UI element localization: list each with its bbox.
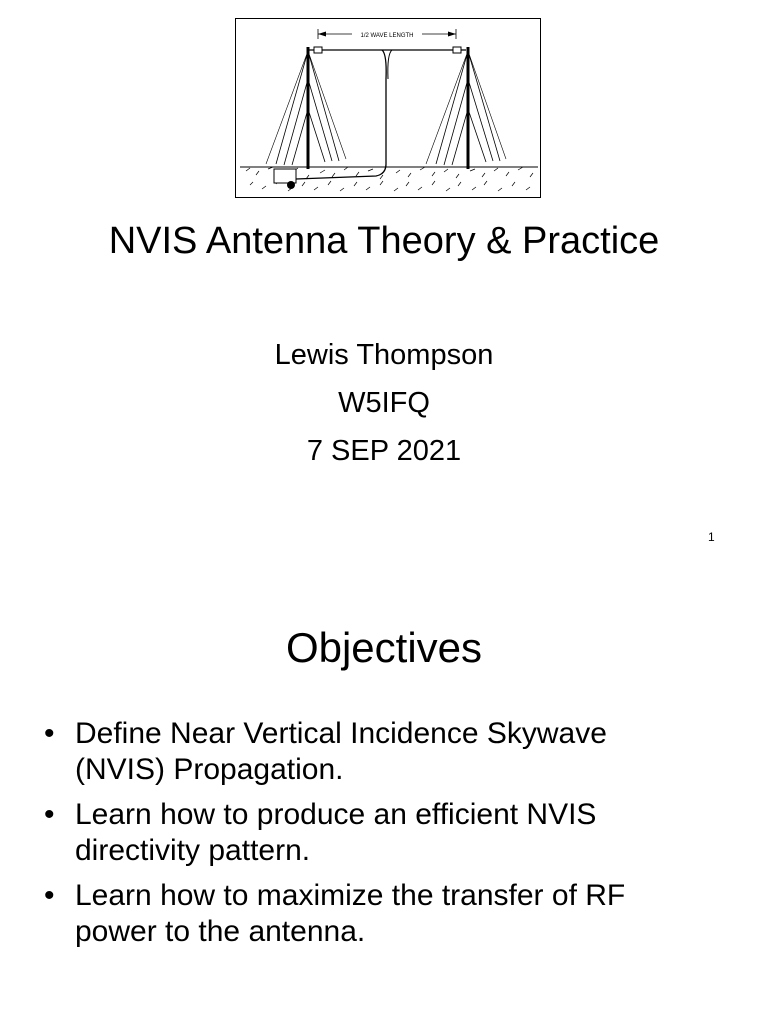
bullet-text-line: power to the antenna. — [75, 915, 366, 948]
objectives-title: Objectives — [285, 624, 483, 671]
bullet-icon: • — [44, 879, 55, 912]
list-item — [44, 716, 734, 788]
list-item — [44, 878, 734, 950]
bullet-icon: • — [44, 717, 55, 750]
bullet-text-line: directivity pattern. — [75, 834, 311, 867]
list-item — [44, 797, 734, 869]
objectives-slide — [0, 580, 768, 1024]
antenna-diagram — [235, 18, 541, 198]
page-number: 1 — [708, 530, 715, 544]
bullet-text-line: Learn how to produce an efficient NVIS — [75, 798, 597, 831]
bullet-text-line: (NVIS) Propagation. — [75, 753, 344, 786]
author-callsign: W5IFQ — [338, 387, 430, 419]
objectives-list — [44, 716, 734, 959]
dipole-antenna-illustration — [236, 19, 542, 199]
dimension-label: 1/2 WAVE LENGTH — [360, 33, 414, 39]
bullet-text-line: Define Near Vertical Incidence Skywave — [75, 717, 607, 750]
bullet-text-line: Learn how to maximize the transfer of RF — [75, 879, 626, 912]
author-name: Lewis Thompson — [274, 339, 494, 371]
presentation-title: NVIS Antenna Theory & Practice — [108, 220, 660, 262]
presentation-date: 7 SEP 2021 — [306, 435, 462, 467]
bullet-icon: • — [44, 798, 55, 831]
